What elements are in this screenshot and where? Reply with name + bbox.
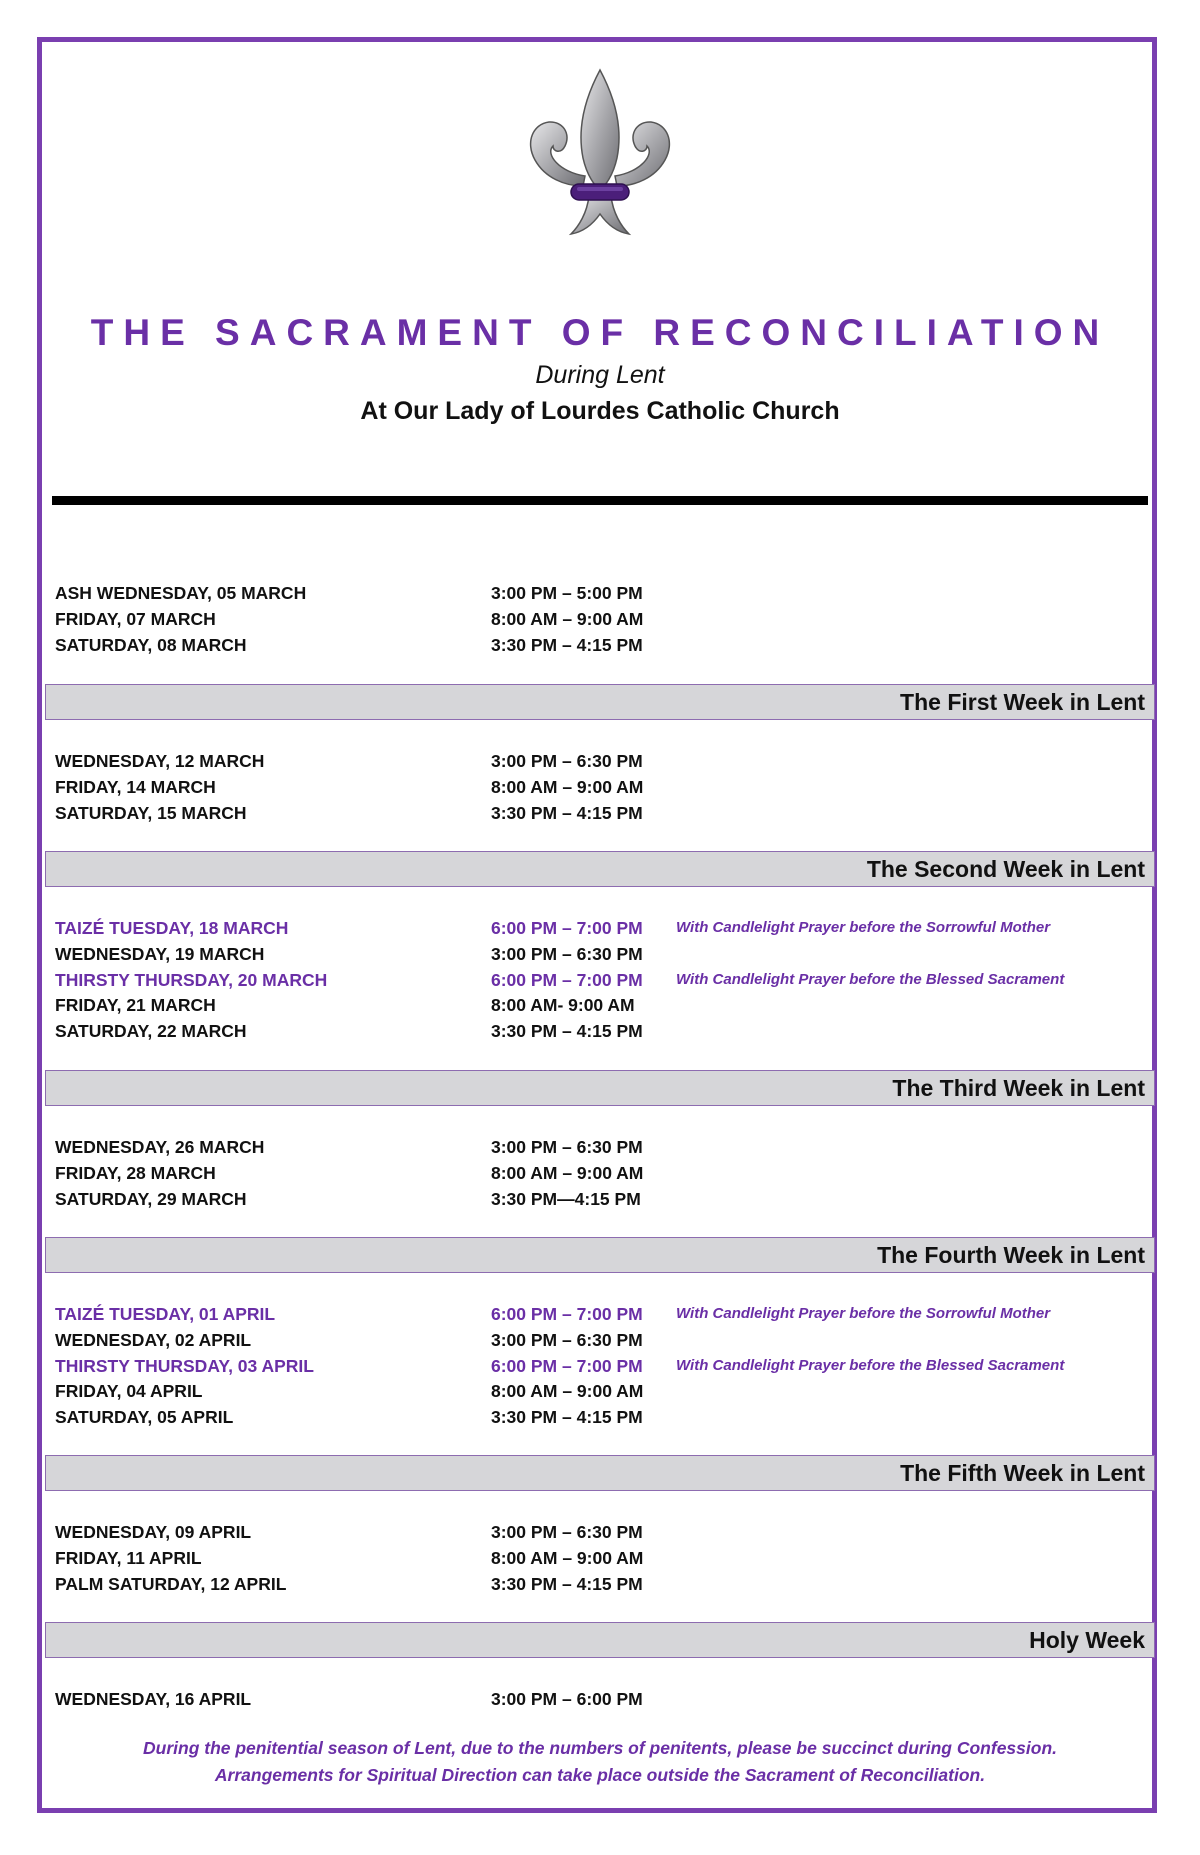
schedule-day: SATURDAY, 08 MARCH: [55, 635, 247, 655]
schedule-time: 3:00 PM – 6:30 PM: [491, 1330, 643, 1350]
schedule-day: WEDNESDAY, 16 APRIL: [55, 1689, 252, 1709]
schedule-row: [55, 609, 1155, 635]
schedule-row: [55, 583, 1155, 609]
section-heading: The Third Week in Lent: [892, 1075, 1145, 1101]
section-heading: The Fifth Week in Lent: [900, 1460, 1145, 1486]
divider: [52, 496, 1148, 505]
schedule-day: WEDNESDAY, 12 MARCH: [55, 751, 265, 771]
schedule-time: 8:00 AM – 9:00 AM: [491, 609, 644, 629]
schedule-row: [55, 995, 1155, 1021]
schedule-time: 3:00 PM – 5:00 PM: [491, 583, 643, 603]
schedule-row: [55, 1137, 1155, 1163]
schedule-row: [55, 1356, 1155, 1382]
schedule-day: FRIDAY, 07 MARCH: [55, 609, 216, 629]
section-heading-bar: [45, 684, 1155, 720]
schedule-day: SATURDAY, 05 APRIL: [55, 1407, 234, 1427]
schedule-row: [55, 1522, 1155, 1548]
section-heading: The First Week in Lent: [900, 689, 1145, 715]
schedule-row: [55, 803, 1155, 829]
schedule-row: [55, 1021, 1155, 1047]
schedule-row: [55, 1548, 1155, 1574]
schedule-row: [55, 970, 1155, 996]
schedule-day: WEDNESDAY, 02 APRIL: [55, 1330, 252, 1350]
schedule-row: [55, 1189, 1155, 1215]
fleur-de-lis-icon: [515, 68, 685, 248]
schedule-time: 6:00 PM – 7:00 PM: [491, 970, 643, 990]
schedule-day: SATURDAY, 29 MARCH: [55, 1189, 247, 1209]
schedule-row: [55, 1330, 1155, 1356]
schedule-day: SATURDAY, 15 MARCH: [55, 803, 247, 823]
section-heading: Holy Week: [1029, 1627, 1145, 1653]
schedule-day: FRIDAY, 14 MARCH: [55, 777, 216, 797]
schedule-time: 6:00 PM – 7:00 PM: [491, 1356, 643, 1376]
section-heading-bar: [45, 1455, 1155, 1491]
schedule-time: 3:00 PM – 6:30 PM: [491, 751, 643, 771]
schedule-time: 8:00 AM – 9:00 AM: [491, 1548, 644, 1568]
section-heading: The Second Week in Lent: [866, 856, 1145, 882]
schedule-time: 3:00 PM – 6:00 PM: [491, 1689, 643, 1709]
schedule-note: With Candlelight Prayer before the Sorrowful Mother: [676, 919, 1051, 936]
section-heading-bar: [45, 1070, 1155, 1106]
schedule-row: [55, 1407, 1155, 1433]
church-name: At Our Lady of Lourdes Catholic Church: [360, 397, 840, 425]
schedule-day: TAIZÉ TUESDAY, 18 MARCH: [55, 918, 289, 938]
schedule-time: 3:30 PM – 4:15 PM: [491, 635, 643, 655]
schedule-row: [55, 1304, 1155, 1330]
schedule-time: 3:30 PM – 4:15 PM: [491, 1407, 643, 1427]
schedule-time: 3:00 PM – 6:30 PM: [491, 1522, 643, 1542]
schedule-day: FRIDAY, 04 APRIL: [55, 1381, 203, 1401]
schedule-day: SATURDAY, 22 MARCH: [55, 1021, 247, 1041]
schedule-row: [55, 1381, 1155, 1407]
schedule-row: [55, 1689, 1155, 1715]
footer-note-2: Arrangements for Spiritual Direction can take place outside the Sacrament of Reconciliation.: [214, 1765, 986, 1785]
schedule-time: 3:00 PM – 6:30 PM: [491, 1137, 643, 1157]
schedule-day: FRIDAY, 21 MARCH: [55, 995, 216, 1015]
section-heading-bar: [45, 1237, 1155, 1273]
schedule-day: TAIZÉ TUESDAY, 01 APRIL: [55, 1304, 276, 1324]
schedule-day: PALM SATURDAY, 12 APRIL: [55, 1574, 287, 1594]
schedule-day: FRIDAY, 11 APRIL: [55, 1548, 202, 1568]
page-title: THE SACRAMENT OF RECONCILIATION: [90, 312, 1110, 353]
schedule-time: 6:00 PM – 7:00 PM: [491, 918, 643, 938]
schedule-time: 8:00 AM – 9:00 AM: [491, 1381, 644, 1401]
schedule-row: [55, 918, 1155, 944]
schedule-note: With Candlelight Prayer before the Blessed Sacrament: [676, 1357, 1065, 1374]
page-subtitle: During Lent: [535, 361, 665, 389]
schedule-time: 8:00 AM – 9:00 AM: [491, 777, 644, 797]
section-heading-bar: [45, 1622, 1155, 1658]
schedule-time: 3:30 PM – 4:15 PM: [491, 1574, 643, 1594]
schedule-time: 3:30 PM—4:15 PM: [491, 1189, 641, 1209]
schedule-day: FRIDAY, 28 MARCH: [55, 1163, 216, 1183]
schedule-time: 3:30 PM – 4:15 PM: [491, 1021, 643, 1041]
schedule-day: WEDNESDAY, 09 APRIL: [55, 1522, 252, 1542]
schedule-time: 3:00 PM – 6:30 PM: [491, 944, 643, 964]
schedule-day: ASH WEDNESDAY, 05 MARCH: [55, 583, 307, 603]
schedule-day: THIRSTY THURSDAY, 03 APRIL: [55, 1356, 314, 1376]
schedule-row: [55, 777, 1155, 803]
section-heading-bar: [45, 851, 1155, 887]
schedule-row: [55, 751, 1155, 777]
schedule-row: [55, 635, 1155, 661]
section-heading: The Fourth Week in Lent: [877, 1242, 1145, 1268]
schedule-day: WEDNESDAY, 26 MARCH: [55, 1137, 265, 1157]
schedule-time: 6:00 PM – 7:00 PM: [491, 1304, 643, 1324]
schedule-day: WEDNESDAY, 19 MARCH: [55, 944, 265, 964]
schedule-day: THIRSTY THURSDAY, 20 MARCH: [55, 970, 328, 990]
schedule-time: 3:30 PM – 4:15 PM: [491, 803, 643, 823]
schedule-row: [55, 944, 1155, 970]
schedule-note: With Candlelight Prayer before the Blessed Sacrament: [676, 971, 1065, 988]
footer-note-1: During the penitential season of Lent, due to the numbers of penitents, please be succinct during Confession.: [143, 1738, 1057, 1758]
schedule-row: [55, 1163, 1155, 1189]
schedule-row: [55, 1574, 1155, 1600]
schedule-note: With Candlelight Prayer before the Sorrowful Mother: [676, 1305, 1051, 1322]
schedule-time: 8:00 AM – 9:00 AM: [491, 1163, 644, 1183]
schedule-time: 8:00 AM- 9:00 AM: [491, 995, 635, 1015]
